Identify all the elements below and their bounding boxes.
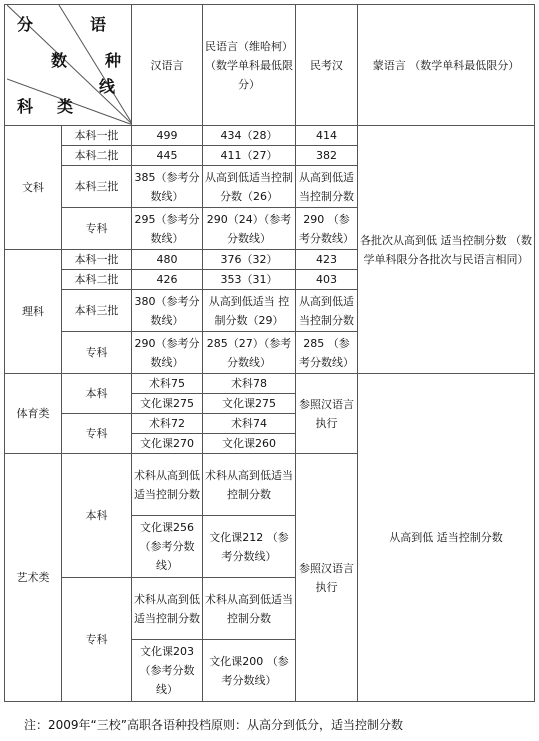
diag-char: 类 bbox=[57, 97, 74, 116]
tiyu-mkh-note: 参照汉语言执行 bbox=[296, 374, 358, 454]
batch-cell: 本科一批 bbox=[62, 250, 132, 270]
batch-cell: 本科 bbox=[62, 374, 132, 414]
score-cell: 382 bbox=[296, 146, 358, 166]
score-cell: 术科74 bbox=[203, 414, 296, 434]
diagonal-header-cell bbox=[5, 5, 132, 126]
score-cell: 术科75 bbox=[132, 374, 203, 394]
category-wenke: 文科 bbox=[5, 126, 62, 250]
footnote: 注：2009年“三校”高职各语种投档原则：从高分到低分，适当控制分数 bbox=[24, 718, 403, 732]
diag-char: 数 bbox=[51, 51, 68, 70]
batch-cell: 本科一批 bbox=[62, 126, 132, 146]
score-cell: 术科从高到低适当控制分数 bbox=[203, 578, 296, 640]
batch-cell: 专科 bbox=[62, 578, 132, 702]
score-cell: 术科78 bbox=[203, 374, 296, 394]
score-cell: 499 bbox=[132, 126, 203, 146]
score-cell: 376（32） bbox=[203, 250, 296, 270]
batch-cell: 本科三批 bbox=[62, 166, 132, 208]
score-cell: 文化课212 （参考分数线） bbox=[203, 516, 296, 578]
score-cell: 术科从高到低适当控制分数 bbox=[132, 454, 203, 516]
meng-ti-yi-note: 从高到低 适当控制分数 bbox=[358, 374, 535, 702]
table-row bbox=[5, 374, 535, 394]
col-header-han: 汉语言 bbox=[132, 5, 203, 126]
score-cell: 术科从高到低适当控制分数 bbox=[203, 454, 296, 516]
diag-char: 种 bbox=[105, 51, 122, 70]
score-cell: 文化课256（参考分数线） bbox=[132, 516, 203, 578]
score-cell: 385（参考分数线） bbox=[132, 166, 203, 208]
score-cell: 285（27）（参考分数线） bbox=[203, 332, 296, 374]
diag-char: 语 bbox=[90, 15, 107, 34]
score-cell: 术科从高到低适当控制分数 bbox=[132, 578, 203, 640]
diag-char: 分 bbox=[17, 15, 34, 34]
col-header-meng: 蒙语言 （数学单科最低限分） bbox=[358, 5, 535, 126]
batch-cell: 专科 bbox=[62, 332, 132, 374]
batch-cell: 专科 bbox=[62, 414, 132, 454]
col-header-minkao-han: 民考汉 bbox=[296, 5, 358, 126]
batch-cell: 本科二批 bbox=[62, 146, 132, 166]
score-cell: 290（24）（参考分数线） bbox=[203, 208, 296, 250]
score-cell: 414 bbox=[296, 126, 358, 146]
score-cell: 从高到低适当控制分数 bbox=[296, 290, 358, 332]
score-cell: 285 （参考分数线） bbox=[296, 332, 358, 374]
table-row bbox=[5, 126, 535, 146]
category-like: 理科 bbox=[5, 250, 62, 374]
admission-score-table bbox=[4, 4, 535, 702]
score-cell: 423 bbox=[296, 250, 358, 270]
score-cell: 403 bbox=[296, 270, 358, 290]
score-cell: 480 bbox=[132, 250, 203, 270]
score-cell: 380（参考分数线） bbox=[132, 290, 203, 332]
score-cell: 文化课260 bbox=[203, 434, 296, 454]
batch-cell: 专科 bbox=[62, 208, 132, 250]
score-cell: 411（27） bbox=[203, 146, 296, 166]
category-yishu: 艺术类 bbox=[5, 454, 62, 702]
diag-char: 科 bbox=[17, 97, 34, 116]
batch-cell: 本科三批 bbox=[62, 290, 132, 332]
score-cell: 426 bbox=[132, 270, 203, 290]
score-cell: 434（28） bbox=[203, 126, 296, 146]
category-tiyu: 体育类 bbox=[5, 374, 62, 454]
score-cell: 从高到低适当控制分数（26） bbox=[203, 166, 296, 208]
score-cell: 文化课270 bbox=[132, 434, 203, 454]
score-cell: 文化课275 bbox=[132, 394, 203, 414]
score-cell: 290（参考分数线） bbox=[132, 332, 203, 374]
col-header-min-lang: 民语言（维哈柯）（数学单科最低限分） bbox=[203, 5, 296, 126]
score-cell: 从高到低适当 控制分数（29） bbox=[203, 290, 296, 332]
score-cell: 295（参考分数线） bbox=[132, 208, 203, 250]
yishu-mkh-note: 参照汉语言执行 bbox=[296, 454, 358, 702]
diag-char: 线 bbox=[99, 77, 116, 96]
score-cell: 353（31） bbox=[203, 270, 296, 290]
score-cell: 术科72 bbox=[132, 414, 203, 434]
batch-cell: 本科二批 bbox=[62, 270, 132, 290]
score-cell: 445 bbox=[132, 146, 203, 166]
score-cell: 从高到低适当控制分数 bbox=[296, 166, 358, 208]
header-row bbox=[5, 5, 535, 126]
batch-cell: 本科 bbox=[62, 454, 132, 578]
score-cell: 290 （参考分数线） bbox=[296, 208, 358, 250]
score-cell: 文化课203（参考分数线） bbox=[132, 640, 203, 702]
score-cell: 文化课275 bbox=[203, 394, 296, 414]
meng-wen-li-note: 各批次从高到低 适当控制分数 （数学单科限分各批次与民语言相同） bbox=[358, 126, 535, 374]
score-cell: 文化课200 （参考分数线） bbox=[203, 640, 296, 702]
